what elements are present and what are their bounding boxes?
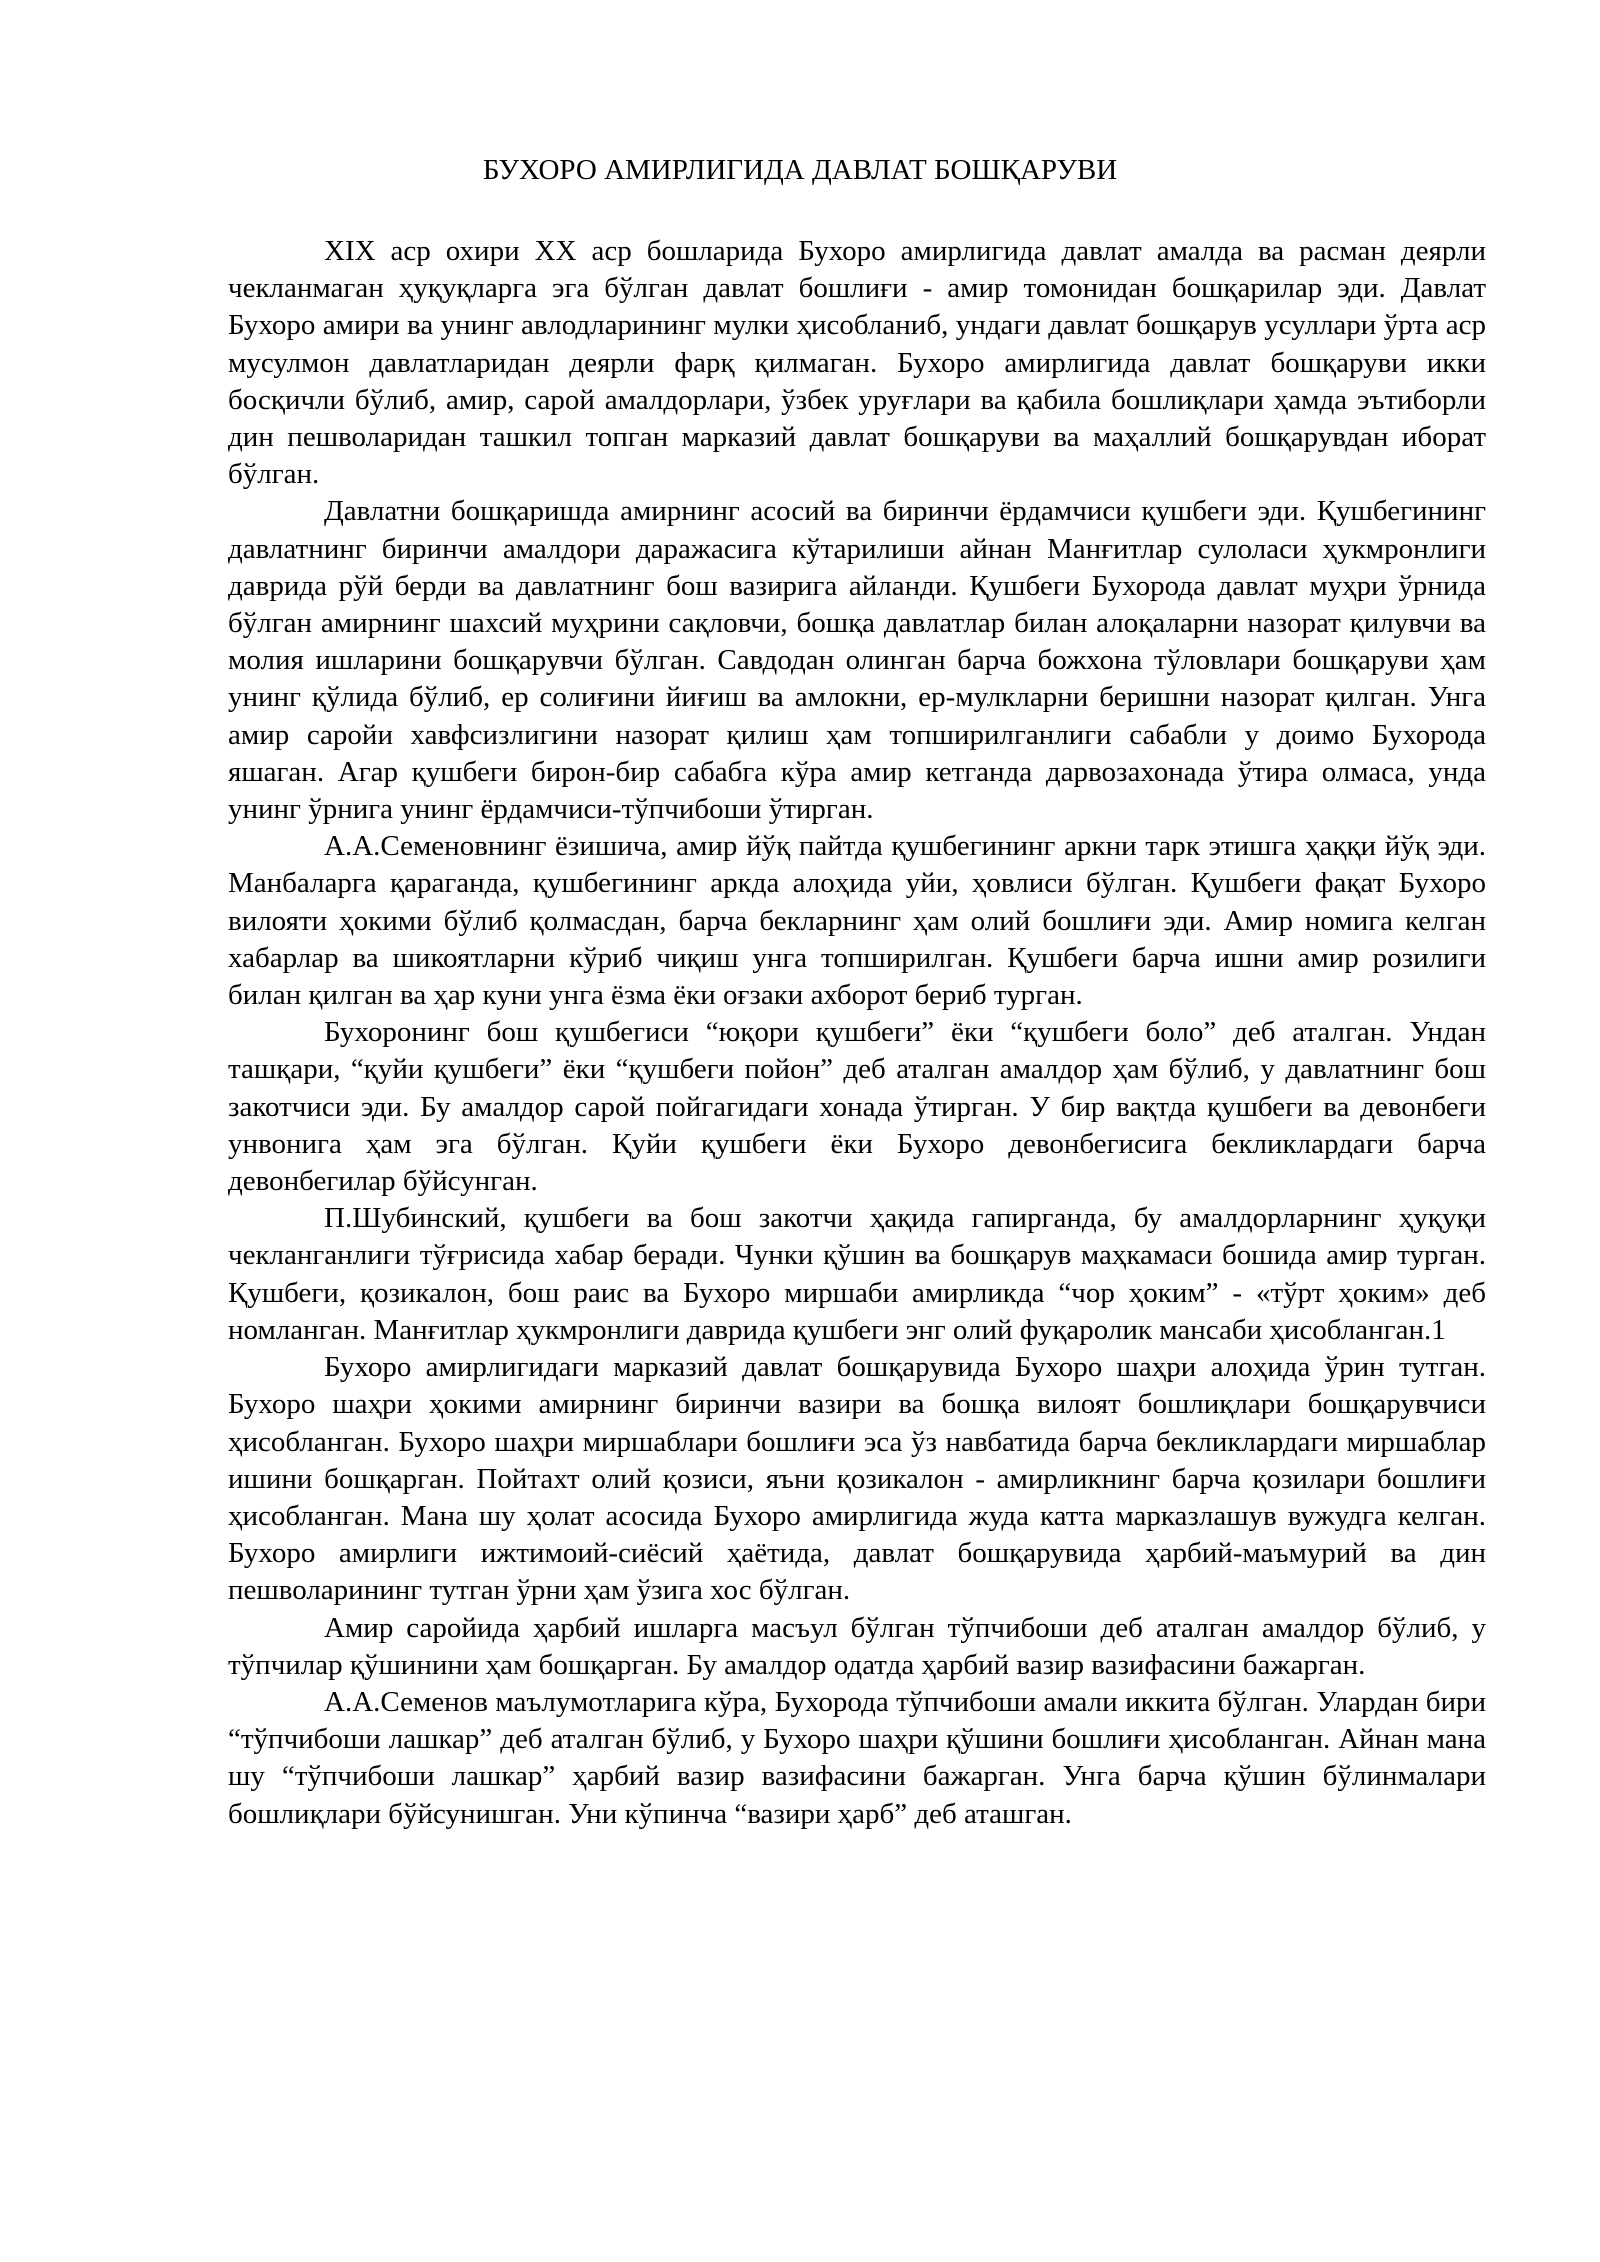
- paragraph-7: Амир саройида ҳарбий ишларга масъул бўлган тўпчибоши деб аталган амалдор бўлиб, у тўпчилар қўшинини ҳам бошқарган. Бу амалдор одатда ҳарбий вазир вазифасини бажарган.: [228, 1611, 1486, 1681]
- document-title: БУХОРО АМИРЛИГИДА ДАВЛАТ БОШҚАРУВИ: [482, 154, 1118, 186]
- paragraph-3: А.А.Семеновнинг ёзишича, амир йўқ пайтда қушбегининг аркни тарк этишга ҳаққи йўқ эди. Манбаларга қараганда, қушбегининг аркда алоҳида уйи, ҳовлиси бўлган. Қушбеги фақат Бухоро вилояти ҳокими бўлиб қолмасдан, барча бекларнинг ҳам олий бошлиғи эди. Амир номига келган хабарлар ва шикоятларни кўриб чиқиш унга топширилган. Қушбеги барча ишни амир розилиги билан қилган ва ҳар куни унга ёзма ёки оғзаки ахборот бериб турган.: [228, 830, 1486, 1012]
- paragraph-1: XIX аср охири XX аср бошларида Бухоро амирлигида давлат амалда ва расман деярли чекланмаган ҳуқуқларга эга бўлган давлат бошлиғи - амир томонидан бошқарилар эди. Давлат Бухоро амири ва унинг авлодларининг мулки ҳисобланиб, ундаги давлат бошқарув усуллари ўрта аср мусулмон давлатларидан деярли фарқ қилмаган. Бухоро амирлигида давлат бошқаруви икки босқичли бўлиб, амир, сарой амалдорлари, ўзбек уруғлари ва қабила бошлиқлари ҳамда эътиборли дин пешволаридан ташкил топган марказий давлат бошқаруви ва маҳаллий бошқарувдан иборат бўлган.: [228, 235, 1486, 491]
- paragraph-8: А.А.Семенов маълумотларига кўра, Бухорода тўпчибоши амали иккита бўлган. Улардан бири “тўпчибоши лашкар” деб аталган бўлиб, у Бухоро шаҳри қўшини бошлиғи ҳисобланган. Айнан мана шу “тўпчибоши лашкар” ҳарбий вазир вазифасини бажарган. Унга барча қўшин бўлинмалари бошлиқлари бўйсунишган. Уни кўпинча “вазири ҳарб” деб аташган.: [228, 1685, 1486, 1830]
- paragraph-2: Давлатни бошқаришда амирнинг асосий ва биринчи ёрдамчиси қушбеги эди. Қушбегининг давлатнинг биринчи амалдори даражасига кўтарилиши айнан Манғитлар сулоласи ҳукмронлиги даврида рўй берди ва давлатнинг бош вазирига айланди. Қушбеги Бухорода давлат муҳри ўрнида бўлган амирнинг шахсий муҳрини сақловчи, бошқа давлатлар билан алоқаларни назорат қилувчи ва молия ишларини бошқарувчи бўлган. Савдодан олинган барча божхона тўловлари бошқаруви ҳам унинг қўлида бўлиб, ер солиғини йиғиш ва амлокни, ер-мулкларни беришни назорат қилган. Унга амир саройи хавфсизлигини назорат қилиш ҳам топширилганлиги сабабли у доимо Бухорода яшаган. Агар қушбеги бирон-бир сабабга кўра амир кетганда дарвозахонада ўтира олмаса, унда унинг ўрнига унинг ёрдамчиси-тўпчибоши ўтирган.: [228, 495, 1486, 826]
- paragraph-6: Бухоро амирлигидаги марказий давлат бошқарувида Бухоро шаҳри алоҳида ўрин тутган. Бухоро шаҳри ҳокими амирнинг биринчи вазири ва бошқа вилоят бошлиқлари бошқарувчиси ҳисобланган. Бухоро шаҳри миршаблари бошлиғи эса ўз навбатида барча бекликлардаги миршаблар ишини бошқарган. Пойтахт олий қозиси, яъни қозикалон - амирликнинг барча қозилари бошлиғи ҳисобланган. Мана шу ҳолат асосида Бухоро амирлигида жуда катта марказлашув вужудга келган. Бухоро амирлиги ижтимоий-сиёсий ҳаётида, давлат бошқарувида ҳарбий-маъмурий ва дин пешволарининг тутган ўрни ҳам ўзига хос бўлган.: [228, 1351, 1486, 1607]
- document-body: [228, 233, 1486, 1833]
- paragraph-4: Бухоронинг бош қушбегиси “юқори қушбеги” ёки “қушбеги боло” деб аталган. Ундан ташқари, “қуйи қушбеги” ёки “қушбеги пойон” деб аталган амалдор ҳам бўлиб, у давлатнинг бош закотчиси эди. Бу амалдор сарой пойгагидаги хонада ўтирган. У бир вақтда қушбеги ва девонбеги унвонига ҳам эга бўлган. Қуйи қушбеги ёки Бухоро девонбегисига бекликлардаги барча девонбегилар бўйсунган.: [228, 1016, 1486, 1198]
- paragraph-5: П.Шубинский, қушбеги ва бош закотчи ҳақида гапирганда, бу амалдорларнинг ҳуқуқи чекланганлиги тўғрисида хабар беради. Чунки қўшин ва бошқарув маҳкамаси бошида амир турган. Қушбеги, қозикалон, бош раис ва Бухоро миршаби амирликда “чор ҳоким” - «тўрт ҳоким» деб номланган. Манғитлар ҳукмронлиги даврида қушбеги энг олий фуқаролик мансаби ҳисобланган.1: [228, 1202, 1486, 1346]
